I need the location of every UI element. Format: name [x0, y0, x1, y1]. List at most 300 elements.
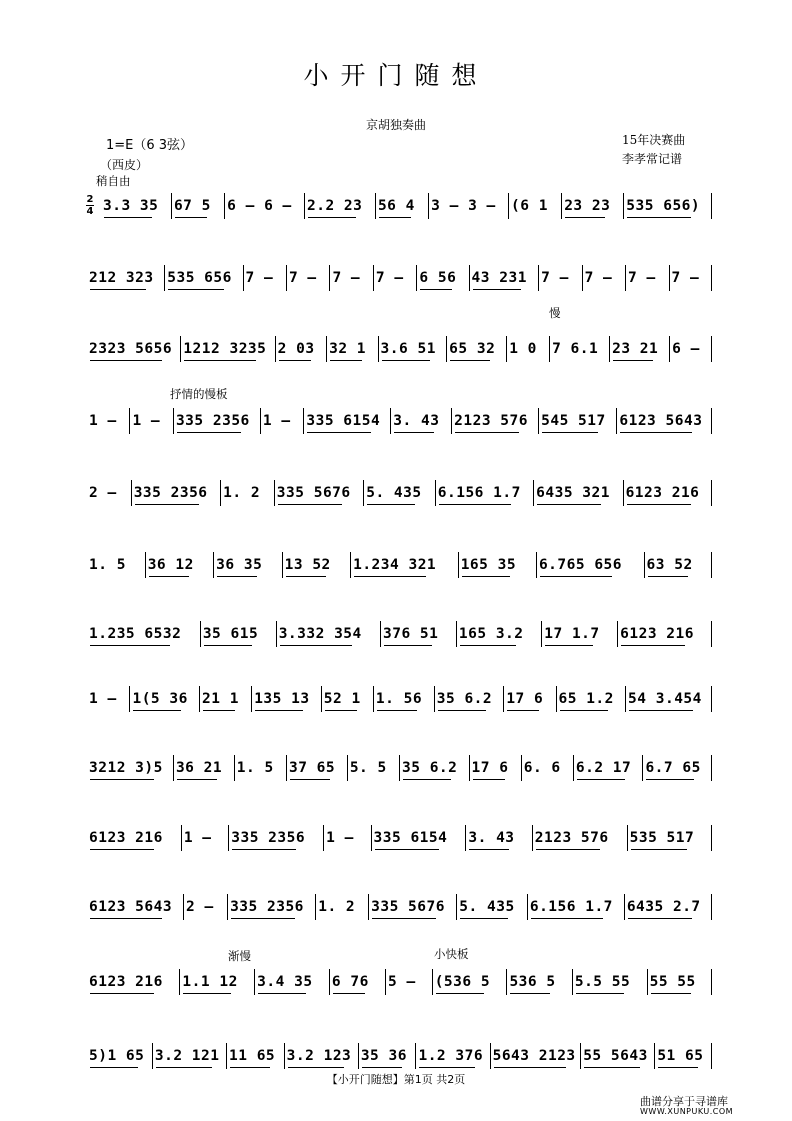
measure: 35 6.2: [402, 760, 458, 776]
measure: 3212 3)5: [89, 760, 163, 776]
beam-line: [648, 576, 688, 577]
measure: 1. 5: [89, 557, 126, 573]
barline: [609, 336, 610, 362]
measure: 3.2 121: [154, 1048, 220, 1064]
notation-row: [86, 752, 712, 782]
beam-line: [403, 779, 451, 780]
measure: 2323 5656: [89, 341, 173, 357]
barline: [282, 552, 283, 578]
barline: [416, 265, 417, 291]
measure: 535 656): [626, 198, 701, 214]
beam-line: [473, 779, 505, 780]
beam-line: [90, 849, 154, 850]
measure: 5)1 65: [89, 1048, 145, 1064]
measure: 35 6.2: [436, 691, 493, 707]
beam-line: [307, 432, 371, 433]
beam-line: [438, 710, 486, 711]
barline: [329, 265, 330, 291]
measure: 23 21: [612, 341, 659, 357]
measure: 3.2 123: [286, 1048, 352, 1064]
notation-row: [86, 190, 712, 220]
tempo-mark-gradually-slow: 渐慢: [228, 949, 251, 963]
measure: 7 –: [288, 270, 317, 286]
measure: 7 6.1: [552, 341, 599, 357]
beam-line: [133, 710, 181, 711]
measure: 1 –: [89, 691, 117, 707]
measure: 1 –: [262, 413, 291, 429]
beam-line: [204, 645, 252, 646]
beam-line: [90, 289, 146, 290]
beam-line: [231, 918, 295, 919]
beam-line: [90, 993, 154, 994]
measure: 6123 5643: [619, 413, 703, 429]
barline: [538, 408, 539, 434]
beam-line: [537, 504, 601, 505]
barline: [644, 552, 645, 578]
beam-line: [382, 360, 430, 361]
barline: [711, 1043, 712, 1069]
measure: (6 1: [511, 198, 548, 214]
page-footer: 【小开门随想】第1页 共2页: [326, 1073, 466, 1086]
measure: (536 5: [434, 974, 491, 990]
measure: 2123 576: [534, 830, 609, 846]
measure: 1 –: [183, 830, 212, 846]
barline: [561, 193, 562, 219]
measure: 1.234 321: [353, 557, 437, 573]
measure: 6.765 656: [538, 557, 623, 573]
measure: 6435 2.7: [626, 899, 701, 915]
measure: 3 – 3 –: [431, 198, 496, 214]
barline: [415, 1043, 416, 1069]
barline: [432, 969, 433, 995]
measure: 5 –: [387, 974, 416, 990]
beam-line: [436, 993, 484, 994]
measure: 67 5: [173, 198, 211, 214]
barline: [627, 825, 628, 851]
barline: [469, 755, 470, 781]
barline: [226, 1043, 227, 1069]
barline: [582, 265, 583, 291]
beam-line: [450, 360, 490, 361]
notation-row: [86, 1040, 712, 1070]
measure: 335 2356: [175, 413, 250, 429]
beam-line: [278, 504, 342, 505]
barline: [378, 336, 379, 362]
measure: 1.1 12: [182, 974, 238, 990]
beam-line: [545, 645, 593, 646]
beam-line: [90, 360, 162, 361]
measure: 54 3.454: [628, 691, 702, 707]
measure: 212 323: [89, 270, 154, 286]
measure: 3.6 51: [380, 341, 436, 357]
beam-line: [325, 710, 357, 711]
measure: 7 –: [628, 270, 656, 286]
barline: [508, 193, 509, 219]
measure: 51 65: [657, 1048, 704, 1064]
barline: [164, 265, 165, 291]
beam-line: [627, 217, 691, 218]
measure: 2.2 23: [307, 198, 363, 214]
measure: 536 5: [509, 974, 556, 990]
measure: 2 03: [277, 341, 315, 357]
barline: [243, 265, 244, 291]
measure: 11 65: [229, 1048, 276, 1064]
notation-row: [86, 333, 712, 363]
beam-line: [90, 779, 154, 780]
barline: [573, 755, 574, 781]
measure: 6435 321: [536, 485, 610, 501]
beam-line: [255, 710, 303, 711]
measure: 1. 2: [223, 485, 261, 501]
beam-line: [494, 1067, 566, 1068]
beam-line: [175, 217, 207, 218]
measure: 1 0: [509, 341, 537, 357]
beam-line: [439, 504, 511, 505]
barline: [642, 755, 643, 781]
measure: 535 656: [167, 270, 232, 286]
barline: [145, 552, 146, 578]
barline: [506, 969, 507, 995]
notation-row: [86, 618, 712, 648]
notation-row: [86, 549, 712, 579]
measure: 7 –: [671, 270, 700, 286]
barline: [329, 969, 330, 995]
beam-line: [286, 576, 326, 577]
measure: 1. 2: [318, 899, 356, 915]
measure: 335 2356: [230, 899, 304, 915]
beam-line: [629, 710, 693, 711]
beam-line: [230, 1067, 270, 1068]
barline: [275, 336, 276, 362]
barline: [183, 894, 184, 920]
measure: 52 1: [323, 691, 361, 707]
beam-line: [531, 918, 603, 919]
notation-row: [86, 477, 712, 507]
barline: [399, 755, 400, 781]
barline: [347, 755, 348, 781]
barline: [458, 552, 459, 578]
notation-row: [86, 822, 712, 852]
barline: [527, 894, 528, 920]
beam-line: [184, 360, 256, 361]
measure: 6123 216: [620, 626, 694, 642]
measure: 2 –: [89, 485, 117, 501]
beam-line: [90, 918, 162, 919]
beam-line: [279, 360, 311, 361]
beam-line: [177, 432, 241, 433]
barline: [711, 894, 712, 920]
measure: 17 6: [471, 760, 509, 776]
style-label: （西皮）: [100, 158, 149, 172]
page-title: 小开门随想: [303, 61, 489, 90]
measure: 335 2356: [133, 485, 208, 501]
measure: 545 517: [541, 413, 606, 429]
beam-line: [507, 710, 539, 711]
barline: [180, 336, 181, 362]
barline: [654, 1043, 655, 1069]
measure: 6 76: [331, 974, 369, 990]
barline: [580, 1043, 581, 1069]
barline: [669, 336, 670, 362]
barline: [711, 969, 712, 995]
tempo-mark-start: 稍自由: [96, 174, 131, 188]
barline: [131, 480, 132, 506]
beam-line: [621, 645, 685, 646]
barline: [363, 480, 364, 506]
barline: [549, 336, 550, 362]
barline: [179, 969, 180, 995]
beam-line: [384, 645, 432, 646]
barline: [506, 336, 507, 362]
barline: [254, 969, 255, 995]
measure: 7 –: [375, 270, 404, 286]
barline: [284, 1043, 285, 1069]
measure: 1 –: [326, 830, 354, 846]
barline: [380, 621, 381, 647]
page-subtitle: 京胡独奏曲: [365, 118, 426, 132]
measure: 1(5 36: [132, 691, 188, 707]
measure: 65 32: [449, 341, 496, 357]
measure: 335 5676: [371, 899, 445, 915]
barline: [538, 265, 539, 291]
barline: [434, 686, 435, 712]
measure: 335 6154: [373, 830, 448, 846]
time-signature-bottom: 4: [86, 206, 94, 217]
measure: 2123 576: [454, 413, 528, 429]
measure: 6.2 17: [575, 760, 632, 776]
barline: [623, 193, 624, 219]
barline: [224, 193, 225, 219]
beam-line: [168, 289, 224, 290]
measure: 36 35: [216, 557, 263, 573]
barline: [220, 480, 221, 506]
beam-line: [90, 1067, 138, 1068]
measure: 7 –: [541, 270, 569, 286]
beam-line: [354, 576, 426, 577]
measure: 535 517: [629, 830, 695, 846]
beam-line: [135, 504, 199, 505]
measure: 1212 3235: [183, 341, 267, 357]
barline: [260, 408, 261, 434]
beam-line: [90, 645, 170, 646]
barline: [456, 894, 457, 920]
measure: 13 52: [284, 557, 331, 573]
barline: [624, 894, 625, 920]
barline: [385, 969, 386, 995]
measure: 63 52: [646, 557, 693, 573]
measure: 2 –: [185, 899, 214, 915]
measure: 65 1.2: [558, 691, 614, 707]
barline: [623, 480, 624, 506]
barline: [616, 408, 617, 434]
measure: 37 65: [288, 760, 336, 776]
beam-line: [576, 993, 624, 994]
barline: [533, 480, 534, 506]
barline: [711, 193, 712, 219]
measure: 5. 435: [459, 899, 515, 915]
beam-line: [536, 849, 600, 850]
beam-line: [419, 1067, 475, 1068]
barline: [181, 825, 182, 851]
barline: [711, 480, 712, 506]
measure: 3. 43: [468, 830, 515, 846]
measure: 6.156 1.7: [437, 485, 521, 501]
tempo-mark-allegretto: 小快板: [434, 947, 469, 961]
barline: [303, 408, 304, 434]
barline: [276, 621, 277, 647]
measure: 6123 216: [625, 485, 700, 501]
barline: [213, 552, 214, 578]
measure: 1 –: [89, 413, 117, 429]
measure: 36 21: [175, 760, 223, 776]
barline: [428, 193, 429, 219]
barline: [321, 686, 322, 712]
measure: 6123 216: [89, 974, 163, 990]
barline: [350, 552, 351, 578]
beam-line: [394, 432, 434, 433]
beam-line: [658, 1067, 698, 1068]
tempo-mark-lyrical: 抒情的慢板: [170, 387, 228, 401]
measure: 17 6: [506, 691, 544, 707]
notation-row: [86, 891, 712, 921]
beam-line: [460, 645, 516, 646]
measure: 6 – 6 –: [227, 198, 292, 214]
beam-line: [177, 779, 217, 780]
measure: 6.7 65: [645, 760, 701, 776]
measure: 36 12: [147, 557, 194, 573]
measure: 7 –: [584, 270, 613, 286]
site-name: 曲谱分享于寻谱库: [640, 1095, 728, 1108]
beam-line: [560, 710, 608, 711]
barline: [572, 969, 573, 995]
beam-line: [627, 504, 691, 505]
beam-line: [290, 779, 330, 780]
notation-row: [86, 405, 712, 435]
site-url: WWW.XUNPUKU.COM: [640, 1107, 734, 1116]
beam-line: [460, 918, 508, 919]
notation-row: [86, 966, 712, 996]
beam-line: [469, 849, 509, 850]
measure: 6 –: [672, 341, 700, 357]
beam-line: [462, 576, 510, 577]
beam-line: [420, 289, 452, 290]
measure: 1.2 376: [418, 1048, 484, 1064]
measure: 165 3.2: [458, 626, 524, 642]
barline: [129, 686, 130, 712]
beam-line: [651, 993, 691, 994]
measure: 56 4: [377, 198, 415, 214]
barline: [286, 755, 287, 781]
barline: [304, 193, 305, 219]
barline: [373, 265, 374, 291]
measure: 1 –: [132, 413, 161, 429]
measure: 5. 435: [366, 485, 422, 501]
measure: 3. 43: [393, 413, 440, 429]
beam-line: [379, 217, 411, 218]
beam-line: [372, 918, 436, 919]
measure: 21 1: [202, 691, 239, 707]
measure: 17 1.7: [544, 626, 600, 642]
beam-line: [217, 576, 257, 577]
measure: 23 23: [564, 198, 611, 214]
beam-line: [473, 289, 521, 290]
beam-line: [183, 993, 231, 994]
barline: [199, 686, 200, 712]
beam-line: [232, 849, 296, 850]
beam-line: [367, 504, 415, 505]
barline: [435, 480, 436, 506]
barline: [711, 825, 712, 851]
barline: [371, 825, 372, 851]
barline: [625, 265, 626, 291]
barline: [556, 686, 557, 712]
barline: [536, 552, 537, 578]
barline: [251, 686, 252, 712]
measure: 55 55: [649, 974, 696, 990]
barline: [446, 336, 447, 362]
barline: [326, 336, 327, 362]
barline: [465, 825, 466, 851]
beam-line: [542, 432, 598, 433]
barline: [228, 825, 229, 851]
barline: [711, 755, 712, 781]
barline: [532, 825, 533, 851]
barline: [451, 408, 452, 434]
measure: 5.5 55: [574, 974, 631, 990]
beam-line: [333, 993, 365, 994]
barline: [503, 686, 504, 712]
transcriber: 李孝常记谱: [622, 152, 683, 166]
measure: 3.332 354: [278, 626, 362, 642]
beam-line: [377, 710, 417, 711]
barline: [286, 265, 287, 291]
barline: [200, 621, 201, 647]
measure: 165 35: [460, 557, 517, 573]
measure: 7 –: [245, 270, 274, 286]
barline: [323, 825, 324, 851]
measure: 6. 6: [523, 760, 561, 776]
barline: [647, 969, 648, 995]
beam-line: [577, 779, 625, 780]
measure: 7 –: [332, 270, 361, 286]
key-signature: 1=E（6 3弦）: [106, 138, 194, 153]
beam-line: [510, 993, 550, 994]
beam-line: [565, 217, 605, 218]
measure: 335 6154: [306, 413, 381, 429]
measure: 1. 56: [375, 691, 423, 707]
barline: [234, 755, 235, 781]
barline: [711, 552, 712, 578]
barline: [358, 1043, 359, 1069]
barline: [711, 336, 712, 362]
measure: 35 615: [202, 626, 259, 642]
barline: [669, 265, 670, 291]
measure: 1. 5: [236, 760, 274, 776]
barline: [368, 894, 369, 920]
barline: [129, 408, 130, 434]
measure: 135 13: [254, 691, 310, 707]
notation-row: [86, 262, 712, 292]
barline: [625, 686, 626, 712]
source-note: 15年决赛曲: [622, 133, 686, 147]
beam-line: [620, 432, 692, 433]
measure: 335 5676: [276, 485, 351, 501]
barline: [711, 265, 712, 291]
measure: 376 51: [383, 626, 439, 642]
barline: [469, 265, 470, 291]
beam-line: [375, 849, 439, 850]
beam-line: [258, 993, 306, 994]
